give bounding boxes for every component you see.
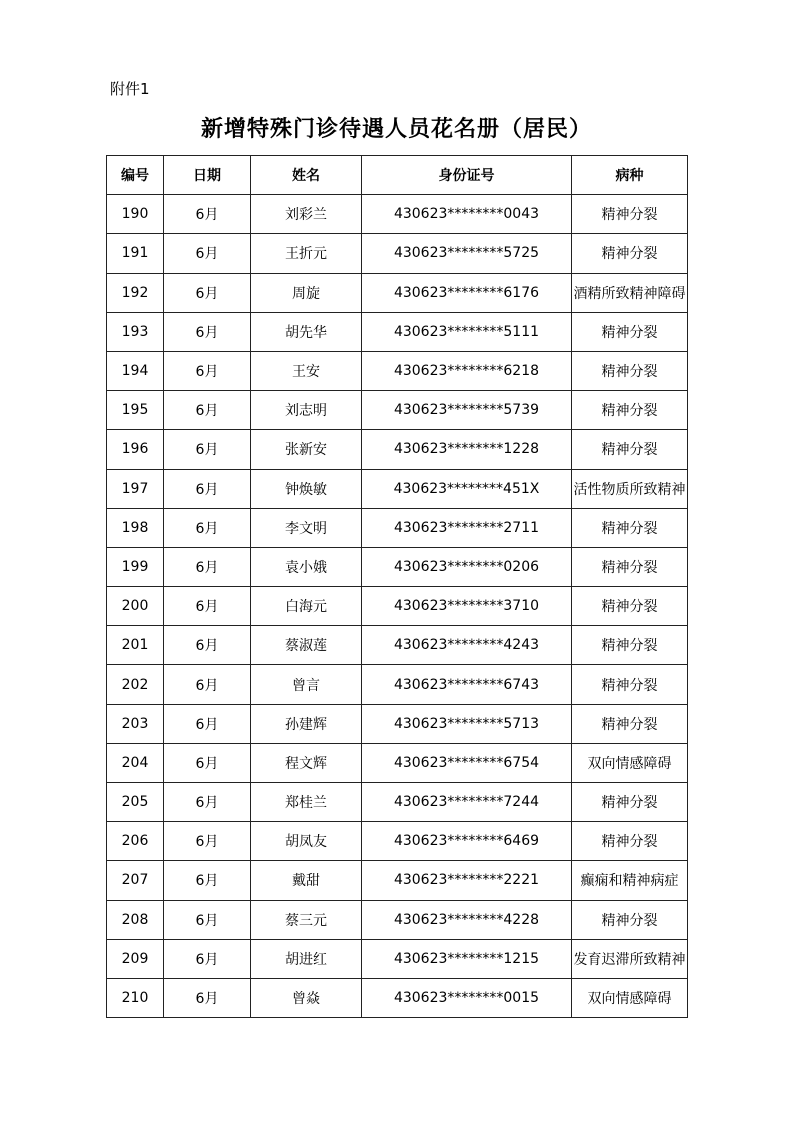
cell-disease-text: 精神分裂 <box>601 795 658 812</box>
cell-disease-text: 精神分裂 <box>601 834 658 851</box>
table-row <box>107 469 688 508</box>
cell-name <box>251 547 362 586</box>
cell-date-text: 6月 <box>195 364 219 381</box>
header-date: 日期 <box>164 156 251 195</box>
cell-number-text: 206 <box>121 833 149 850</box>
cell-id-number-text: 430623********0015 <box>393 990 540 1007</box>
cell-disease-text: 精神分裂 <box>601 716 658 733</box>
cell-number <box>107 273 164 312</box>
cell-disease-text: 精神分裂 <box>601 246 658 263</box>
cell-number-text: 202 <box>121 676 149 693</box>
cell-number <box>107 312 164 351</box>
cell-number <box>107 626 164 665</box>
table-row <box>107 783 688 822</box>
cell-date-text: 6月 <box>195 677 219 694</box>
cell-number <box>107 861 164 900</box>
cell-name-text: 刘彩兰 <box>285 207 327 224</box>
cell-disease <box>572 587 688 626</box>
cell-number-text: 203 <box>121 715 149 732</box>
cell-id-number <box>362 783 572 822</box>
table-row <box>107 665 688 704</box>
cell-name <box>251 939 362 978</box>
table-row <box>107 626 688 665</box>
cell-date <box>164 626 251 665</box>
cell-date-text: 6月 <box>195 991 219 1008</box>
cell-number-text: 196 <box>121 441 149 458</box>
cell-number-text: 208 <box>121 911 149 928</box>
cell-name-text: 张新安 <box>285 442 327 459</box>
table-row <box>107 704 688 743</box>
cell-name-text: 刘志明 <box>285 403 327 420</box>
cell-name <box>251 783 362 822</box>
cell-number <box>107 822 164 861</box>
header-disease: 病种 <box>572 156 688 195</box>
cell-id-number <box>362 234 572 273</box>
cell-id-number-text: 430623********5725 <box>393 245 540 262</box>
cell-date-text: 6月 <box>195 285 219 302</box>
cell-number <box>107 547 164 586</box>
cell-date-text: 6月 <box>195 912 219 929</box>
table-header-row <box>107 156 688 195</box>
cell-date-text: 6月 <box>195 638 219 655</box>
cell-disease <box>572 783 688 822</box>
cell-name-text: 王折元 <box>285 246 327 263</box>
cell-id-number <box>362 195 572 234</box>
table-row <box>107 312 688 351</box>
cell-id-number <box>362 900 572 939</box>
cell-id-number <box>362 469 572 508</box>
table-row <box>107 743 688 782</box>
cell-date-text: 6月 <box>195 246 219 263</box>
cell-disease <box>572 508 688 547</box>
cell-disease <box>572 704 688 743</box>
cell-id-number-text: 430623********6176 <box>393 284 540 301</box>
cell-name <box>251 234 362 273</box>
cell-number <box>107 587 164 626</box>
cell-date <box>164 822 251 861</box>
cell-date-text: 6月 <box>195 324 219 341</box>
cell-disease-text: 精神分裂 <box>601 207 658 224</box>
table-row <box>107 273 688 312</box>
cell-number-text: 199 <box>121 558 149 575</box>
roster-table <box>106 155 688 1018</box>
cell-date <box>164 273 251 312</box>
cell-disease <box>572 273 688 312</box>
cell-id-number <box>362 665 572 704</box>
cell-id-number-text: 430623********1228 <box>393 441 540 458</box>
cell-id-number <box>362 861 572 900</box>
cell-id-number-text: 430623********7244 <box>393 794 540 811</box>
cell-name <box>251 351 362 390</box>
cell-date <box>164 743 251 782</box>
cell-number <box>107 978 164 1017</box>
cell-id-number-text: 430623********4243 <box>393 637 540 654</box>
cell-name <box>251 469 362 508</box>
cell-disease-text: 精神分裂 <box>601 520 658 537</box>
cell-disease-text: 精神分裂 <box>601 599 658 616</box>
cell-disease-text: 精神分裂 <box>601 442 658 459</box>
cell-id-number <box>362 547 572 586</box>
cell-date-text: 6月 <box>195 442 219 459</box>
cell-number <box>107 508 164 547</box>
cell-disease <box>572 626 688 665</box>
table-row <box>107 391 688 430</box>
cell-name <box>251 391 362 430</box>
cell-id-number-text: 430623********451X <box>393 480 540 497</box>
cell-disease <box>572 861 688 900</box>
cell-name-text: 曾焱 <box>292 991 320 1008</box>
cell-id-number <box>362 508 572 547</box>
cell-number-text: 195 <box>121 402 149 419</box>
cell-id-number-text: 430623********2221 <box>393 872 540 889</box>
cell-disease <box>572 822 688 861</box>
cell-id-number-text: 430623********5713 <box>393 715 540 732</box>
cell-name-text: 王安 <box>292 364 320 381</box>
cell-name <box>251 665 362 704</box>
cell-disease <box>572 939 688 978</box>
table-row <box>107 822 688 861</box>
cell-name-text: 胡进红 <box>285 951 327 968</box>
cell-date <box>164 704 251 743</box>
cell-disease <box>572 900 688 939</box>
cell-disease <box>572 978 688 1017</box>
cell-number-text: 197 <box>121 480 149 497</box>
cell-id-number <box>362 430 572 469</box>
table-row <box>107 900 688 939</box>
table-row <box>107 978 688 1017</box>
cell-date <box>164 430 251 469</box>
cell-date-text: 6月 <box>195 599 219 616</box>
cell-name <box>251 704 362 743</box>
cell-number <box>107 234 164 273</box>
cell-name <box>251 312 362 351</box>
cell-number-text: 198 <box>121 519 149 536</box>
cell-id-number-text: 430623********3710 <box>393 598 540 615</box>
cell-id-number-text: 430623********4228 <box>393 911 540 928</box>
cell-date-text: 6月 <box>195 207 219 224</box>
cell-id-number <box>362 939 572 978</box>
cell-disease <box>572 547 688 586</box>
cell-id-number-text: 430623********6743 <box>393 676 540 693</box>
cell-id-number-text: 430623********1215 <box>393 950 540 967</box>
cell-disease-text: 精神分裂 <box>601 638 658 655</box>
cell-name <box>251 626 362 665</box>
cell-date <box>164 312 251 351</box>
cell-id-number <box>362 587 572 626</box>
cell-name-text: 钟焕敏 <box>285 481 327 498</box>
cell-id-number <box>362 978 572 1017</box>
cell-name <box>251 978 362 1017</box>
cell-number-text: 190 <box>121 206 149 223</box>
cell-disease-text: 酒精所致精神障碍 <box>573 285 686 302</box>
page-title: 新增特殊门诊待遇人员花名册（居民） <box>200 116 592 142</box>
cell-number-text: 194 <box>121 363 149 380</box>
cell-disease-text: 双向情感障碍 <box>587 991 672 1008</box>
cell-id-number <box>362 391 572 430</box>
cell-date <box>164 391 251 430</box>
cell-id-number <box>362 626 572 665</box>
cell-id-number <box>362 743 572 782</box>
cell-disease <box>572 234 688 273</box>
cell-number <box>107 743 164 782</box>
cell-number-text: 210 <box>121 990 149 1007</box>
cell-date-text: 6月 <box>195 403 219 420</box>
cell-number <box>107 939 164 978</box>
cell-id-number-text: 430623********5111 <box>393 323 540 340</box>
cell-number-text: 200 <box>121 598 149 615</box>
cell-name-text: 曾言 <box>292 677 320 694</box>
table-row <box>107 351 688 390</box>
cell-number <box>107 430 164 469</box>
cell-date-text: 6月 <box>195 559 219 576</box>
cell-disease-text: 精神分裂 <box>601 912 658 929</box>
header-id-number: 身份证号 <box>362 156 572 195</box>
cell-name <box>251 430 362 469</box>
cell-number <box>107 469 164 508</box>
header-number: 编号 <box>107 156 164 195</box>
cell-disease-text: 癫痫和精神病症 <box>580 873 679 890</box>
cell-number-text: 209 <box>121 950 149 967</box>
attachment-label: 附件1 <box>110 80 150 98</box>
cell-name <box>251 861 362 900</box>
cell-date-text: 6月 <box>195 795 219 812</box>
cell-disease <box>572 469 688 508</box>
cell-name-text: 白海元 <box>285 599 327 616</box>
cell-id-number-text: 430623********6754 <box>393 754 540 771</box>
cell-disease <box>572 351 688 390</box>
cell-number <box>107 900 164 939</box>
cell-date-text: 6月 <box>195 520 219 537</box>
cell-disease-text: 精神分裂 <box>601 559 658 576</box>
cell-id-number-text: 430623********5739 <box>393 402 540 419</box>
table-row <box>107 939 688 978</box>
cell-name-text: 李文明 <box>285 520 327 537</box>
cell-date <box>164 587 251 626</box>
cell-disease-text: 双向情感障碍 <box>587 755 672 772</box>
cell-number-text: 193 <box>121 323 149 340</box>
cell-name <box>251 508 362 547</box>
cell-name <box>251 822 362 861</box>
cell-number <box>107 665 164 704</box>
cell-disease <box>572 195 688 234</box>
cell-disease-text: 活性物质所致精神 <box>573 481 686 498</box>
cell-name-text: 胡凤友 <box>285 834 327 851</box>
cell-date <box>164 900 251 939</box>
cell-name <box>251 743 362 782</box>
table-row <box>107 861 688 900</box>
cell-date-text: 6月 <box>195 873 219 890</box>
cell-disease <box>572 665 688 704</box>
cell-id-number <box>362 351 572 390</box>
cell-number-text: 204 <box>121 754 149 771</box>
cell-number-text: 192 <box>121 284 149 301</box>
cell-id-number <box>362 704 572 743</box>
cell-id-number <box>362 822 572 861</box>
table-row <box>107 195 688 234</box>
cell-name <box>251 587 362 626</box>
cell-disease <box>572 743 688 782</box>
cell-disease-text: 发育迟滞所致精神 <box>573 951 686 968</box>
table-row <box>107 547 688 586</box>
cell-disease <box>572 312 688 351</box>
table-row <box>107 508 688 547</box>
cell-number-text: 201 <box>121 637 149 654</box>
header-name: 姓名 <box>251 156 362 195</box>
cell-name-text: 戴甜 <box>292 873 320 890</box>
cell-number-text: 207 <box>121 872 149 889</box>
cell-name <box>251 195 362 234</box>
cell-date <box>164 195 251 234</box>
cell-name-text: 郑桂兰 <box>285 795 327 812</box>
cell-name-text: 胡先华 <box>285 324 327 341</box>
cell-name-text: 孙建辉 <box>285 716 327 733</box>
cell-date <box>164 234 251 273</box>
table-row <box>107 587 688 626</box>
cell-date <box>164 665 251 704</box>
cell-id-number-text: 430623********0043 <box>393 206 540 223</box>
cell-number <box>107 351 164 390</box>
cell-date-text: 6月 <box>195 481 219 498</box>
cell-name-text: 周旋 <box>292 285 320 302</box>
cell-id-number-text: 430623********0206 <box>393 558 540 575</box>
cell-date <box>164 861 251 900</box>
cell-name-text: 程文辉 <box>285 755 327 772</box>
cell-date <box>164 783 251 822</box>
cell-number <box>107 195 164 234</box>
cell-date <box>164 978 251 1017</box>
cell-name <box>251 273 362 312</box>
cell-disease-text: 精神分裂 <box>601 403 658 420</box>
cell-date-text: 6月 <box>195 716 219 733</box>
cell-number <box>107 783 164 822</box>
cell-date-text: 6月 <box>195 834 219 851</box>
cell-disease-text: 精神分裂 <box>601 364 658 381</box>
table-row <box>107 430 688 469</box>
cell-name-text: 袁小娥 <box>285 559 327 576</box>
cell-disease <box>572 391 688 430</box>
cell-date <box>164 547 251 586</box>
cell-name-text: 蔡淑莲 <box>285 638 327 655</box>
cell-name <box>251 900 362 939</box>
cell-disease-text: 精神分裂 <box>601 324 658 341</box>
cell-date <box>164 469 251 508</box>
cell-disease-text: 精神分裂 <box>601 677 658 694</box>
cell-id-number-text: 430623********6218 <box>393 363 540 380</box>
cell-number <box>107 704 164 743</box>
cell-date <box>164 939 251 978</box>
cell-number <box>107 391 164 430</box>
table-row <box>107 234 688 273</box>
cell-number-text: 191 <box>121 245 149 262</box>
cell-id-number <box>362 312 572 351</box>
cell-number-text: 205 <box>121 794 149 811</box>
cell-id-number-text: 430623********2711 <box>393 519 540 536</box>
cell-id-number-text: 430623********6469 <box>393 833 540 850</box>
cell-date-text: 6月 <box>195 951 219 968</box>
cell-date-text: 6月 <box>195 755 219 772</box>
cell-date <box>164 508 251 547</box>
cell-id-number <box>362 273 572 312</box>
cell-date <box>164 351 251 390</box>
cell-disease <box>572 430 688 469</box>
cell-name-text: 蔡三元 <box>285 912 327 929</box>
